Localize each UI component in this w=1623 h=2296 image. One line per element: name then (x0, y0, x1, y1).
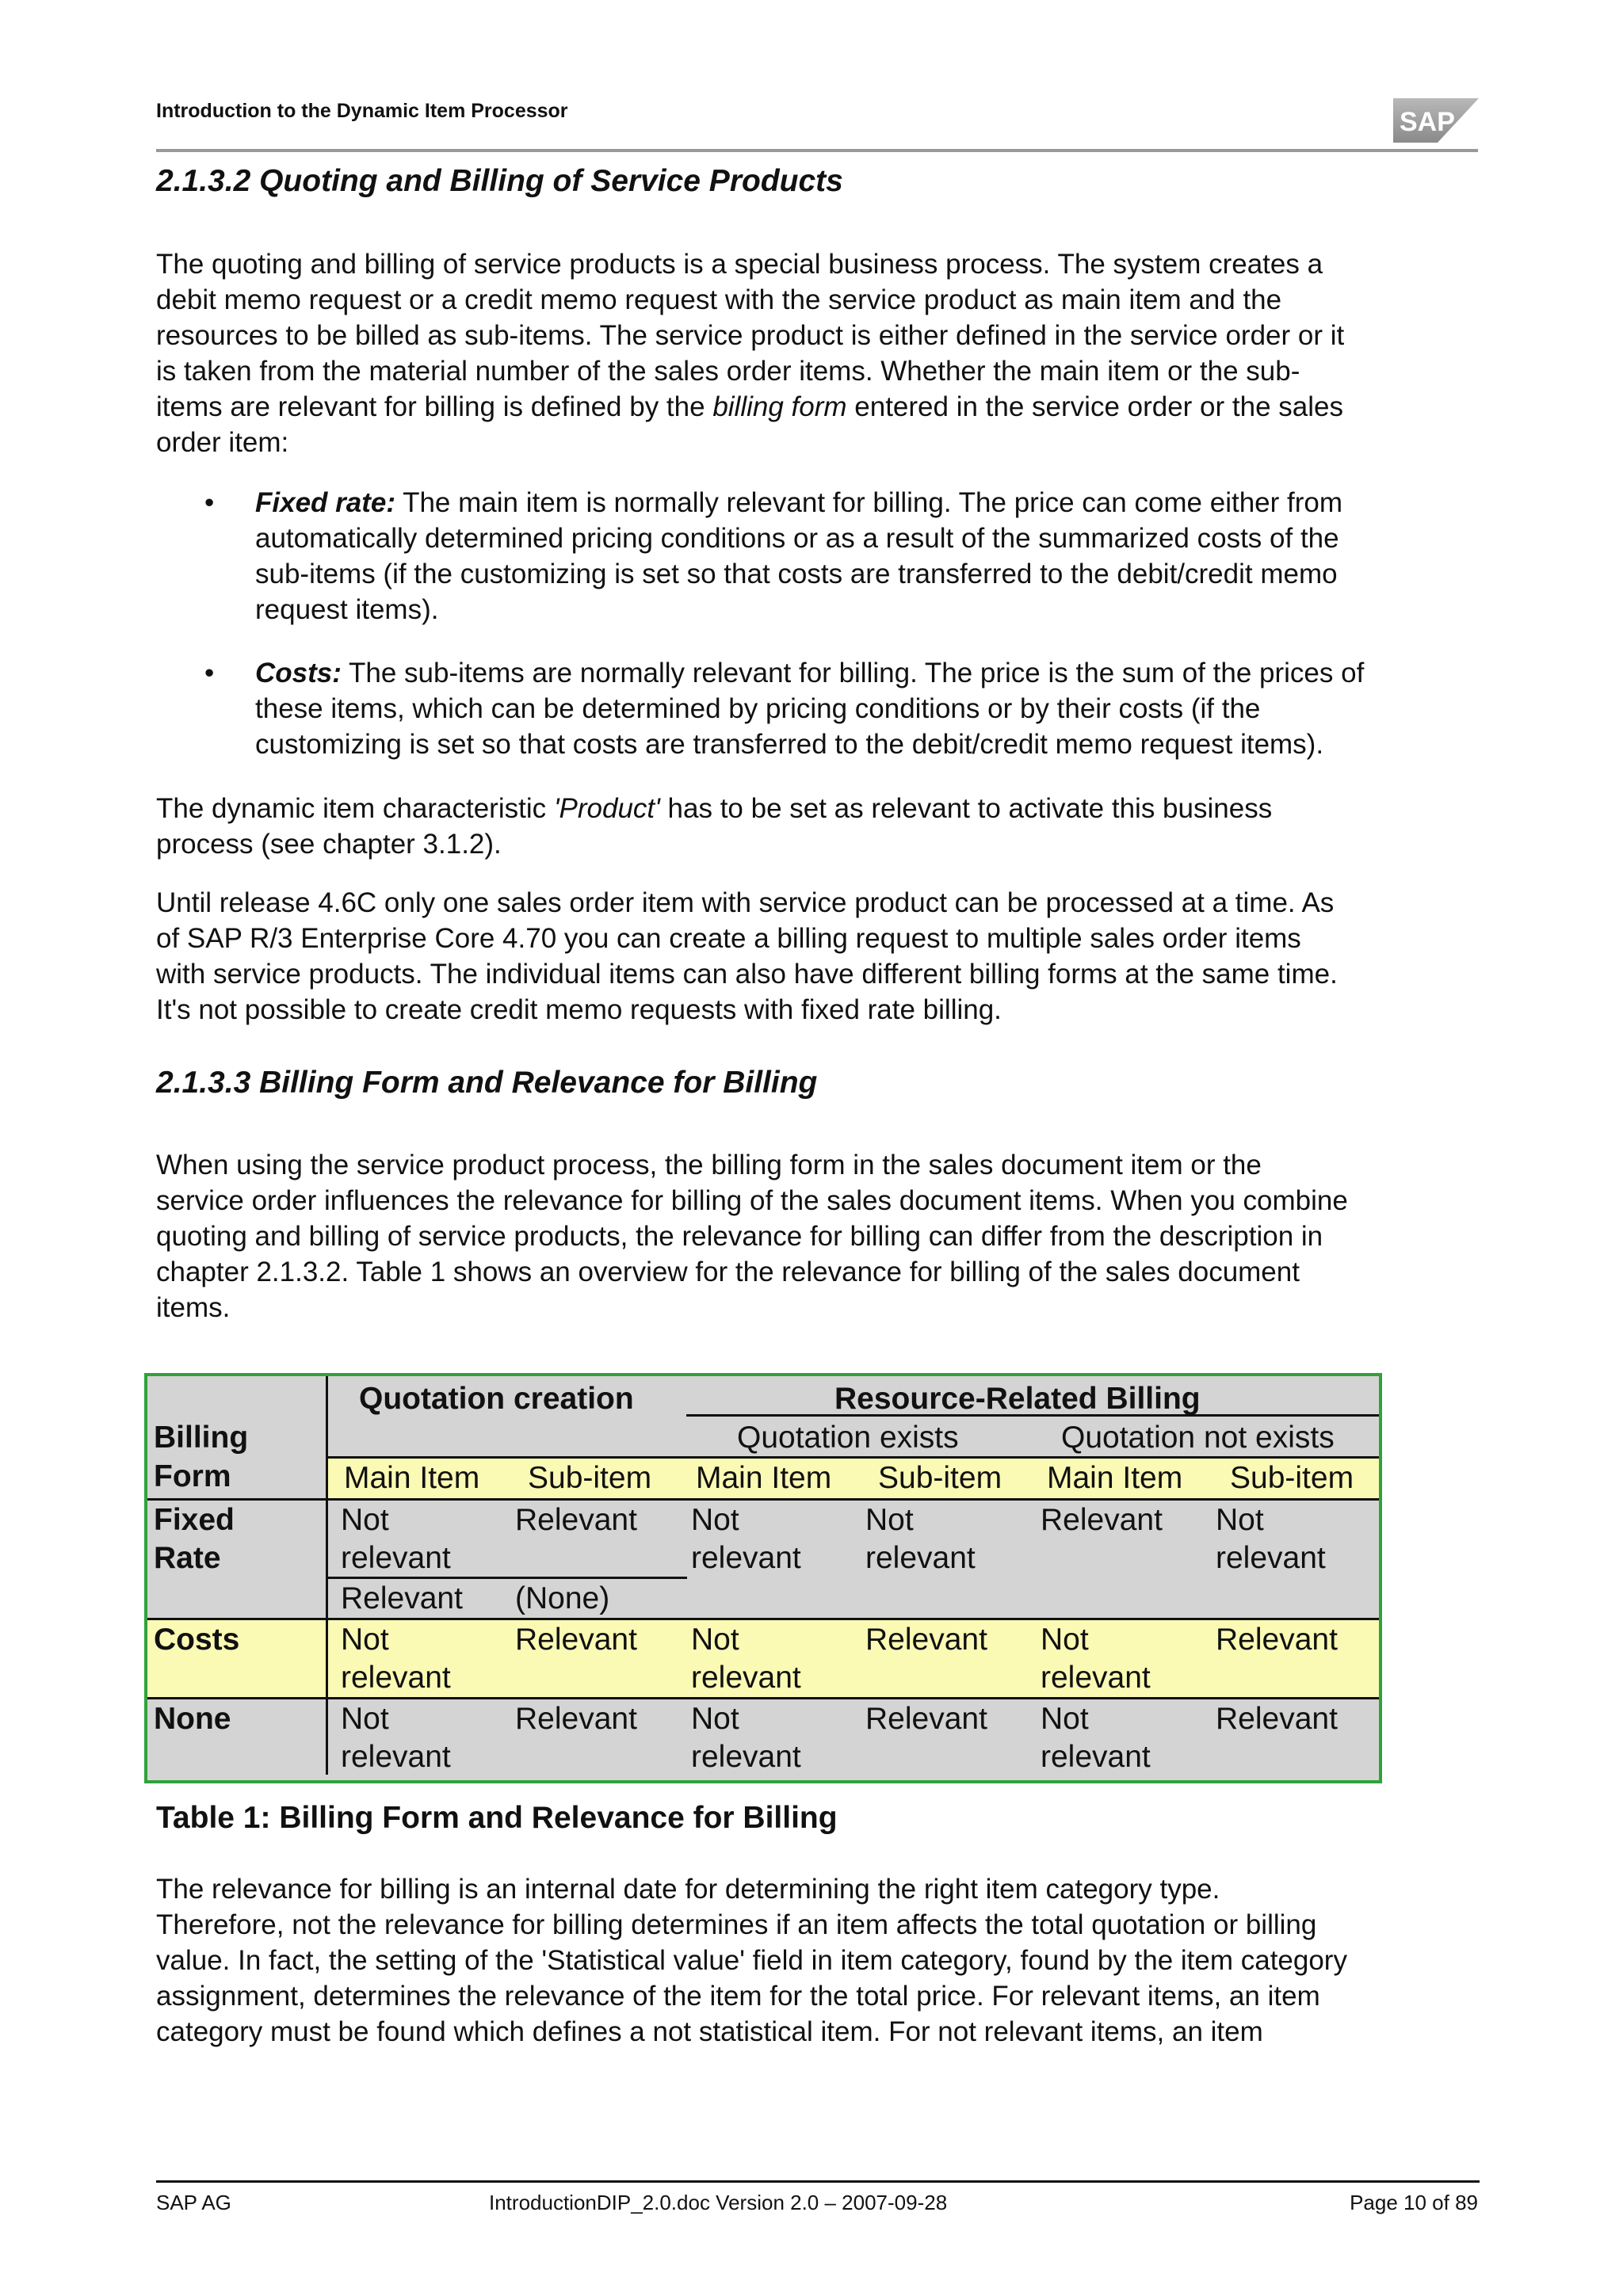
subheader-sub-item: Sub-item (1230, 1461, 1354, 1495)
header-resource-related-billing: Resource-Related Billing (834, 1382, 1201, 1416)
billing-form-term: billing form (712, 391, 847, 422)
subheader-sub-item: Sub-item (878, 1461, 1002, 1495)
cell-relevant: relevant (1216, 1541, 1326, 1575)
header-rule (156, 149, 1478, 152)
row-label-costs: Costs (154, 1623, 240, 1657)
intro-line: debit memo request or a credit memo request with the service product as main item and the (156, 284, 1282, 315)
cell-relevant: relevant (865, 1541, 976, 1575)
bullet-fixed-rate: Fixed rate: The main item is normally relevant for billing. The price can come either from automatically determined pricing conditions or as a result of the summarized costs of the sub-items (if the customizing is set so that costs are transferred to the debit/credit memo request items). (255, 487, 1343, 625)
cell-relevant: relevant (691, 1661, 801, 1695)
cell-relevant: relevant (341, 1661, 451, 1695)
header-quotation-not-exists: Quotation not exists (1061, 1421, 1335, 1455)
cell-relevant: relevant (341, 1740, 451, 1774)
sap-logo (1393, 98, 1479, 143)
cell-not: Not (865, 1503, 914, 1537)
section-heading-2133: 2.1.3.3 Billing Form and Relevance for Billing (156, 1066, 818, 1100)
header-quotation-exists: Quotation exists (737, 1421, 959, 1455)
billing-form-label: Form (154, 1459, 231, 1493)
cell-relevant: relevant (1041, 1661, 1151, 1695)
cell-relevant: Relevant (515, 1702, 637, 1736)
bullet-term: Costs: (255, 658, 342, 688)
cell-relevant: Relevant (515, 1623, 637, 1657)
intro-line: is taken from the material number of the sales order items. Whether the main item or the sub- (156, 356, 1300, 387)
intro-paragraph (156, 246, 1478, 460)
cell-not: Not (1041, 1702, 1089, 1736)
row-label-fixed-rate: Rate (154, 1541, 221, 1575)
cell-none: (None) (515, 1581, 610, 1615)
subheader-main-item: Main Item (1047, 1461, 1183, 1495)
cell-relevant: relevant (691, 1740, 801, 1774)
subheader-main-item: Main Item (344, 1461, 480, 1495)
sap-logo-text: SAP (1400, 107, 1455, 137)
cell-not: Not (691, 1503, 739, 1537)
footer-company: SAP AG (156, 2191, 231, 2214)
bullet-term: Fixed rate: (255, 487, 395, 518)
cell-not: Not (1216, 1503, 1264, 1537)
cell-relevant: Relevant (1041, 1503, 1163, 1537)
running-header-title: Introduction to the Dynamic Item Processor (156, 100, 568, 122)
subheader-band (326, 1459, 1379, 1498)
intro-line: The quoting and billing of service products is a special business process. The system creates a (156, 249, 1323, 280)
cell-relevant: relevant (691, 1541, 801, 1575)
intro-line: order item: (156, 427, 289, 458)
row-label-fixed-rate: Fixed (154, 1503, 235, 1537)
intro-line: resources to be billed as sub-items. The service product is either defined in the service order or it (156, 320, 1345, 351)
row-label-none: None (154, 1702, 231, 1736)
cell-not: Not (691, 1702, 739, 1736)
subheader-main-item: Main Item (696, 1461, 832, 1495)
cell-not: Not (341, 1503, 389, 1537)
bullet-dot: • (204, 487, 215, 518)
section-heading-2132: 2.1.3.2 Quoting and Billing of Service Products (156, 164, 843, 198)
statistical-value-paragraph: The relevance for billing is an internal date for determining the right item category type. Therefore, not the relevance for billing determines if an item affects the total quotation or billing value. In fact, the setting of the 'Statistical value' field in item category, found by the item category assignment, determines the relevance of the item for the total price. For relevant items, an item category must be found which defines a not statistical item. For not relevant items, an item (156, 1874, 1347, 2047)
cell-not: Not (341, 1702, 389, 1736)
subheader-sub-item: Sub-item (528, 1461, 652, 1495)
billing-form-label: Billing (154, 1421, 249, 1455)
cell-relevant: Relevant (865, 1623, 987, 1657)
header-quotation-creation: Quotation creation (359, 1382, 634, 1416)
characteristic-paragraph: The dynamic item characteristic 'Product' has to be set as relevant to activate this business process (see chapter 3.1.2). (156, 793, 1273, 860)
row-divider (147, 1618, 1379, 1620)
billing-form-paragraph: When using the service product process, the billing form in the sales document item or the service order influences the relevance for billing of the sales document items. When you combine quoting and billing of service products, the relevance for billing can differ from the description in chapter 2.1.3.2. Table 1 shows an overview for the relevance for billing of the sales document items. (156, 1150, 1348, 1323)
footer-document-version: IntroductionDIP_2.0.doc Version 2.0 – 2007-09-28 (489, 2191, 948, 2214)
relevance-table (144, 1373, 1382, 1783)
cell-relevant: Relevant (515, 1503, 637, 1537)
release-paragraph: Until release 4.6C only one sales order item with service product can be processed at a time. As of SAP R/3 Enterprise Core 4.70 you can create a billing request to multiple sales order items with service products. The individual items can also have different billing forms at the same time. It's not possible to create credit memo requests with fixed rate billing. (156, 887, 1338, 1025)
cell-not: Not (691, 1623, 739, 1657)
row-divider (147, 1697, 1379, 1699)
cell-not: Not (341, 1623, 389, 1657)
footer-rule (156, 2180, 1480, 2183)
cell-not: Not (1041, 1623, 1089, 1657)
footer-page-number: Page 10 of 89 (1350, 2191, 1478, 2214)
col-divider (326, 1376, 328, 1775)
cell-relevant: Relevant (1216, 1702, 1338, 1736)
table-caption: Table 1: Billing Form and Relevance for Billing (156, 1801, 838, 1835)
cell-relevant: Relevant (341, 1581, 463, 1615)
cell-relevant: Relevant (865, 1702, 987, 1736)
row-divider (147, 1498, 1379, 1501)
bullet-costs: Costs: The sub-items are normally relevant for billing. The price is the sum of the prices of these items, which can be determined by pricing conditions or by their costs (if the customizing is set so that costs are transferred to the debit/credit memo request items). (255, 658, 1365, 760)
product-term: 'Product' (553, 793, 660, 824)
intro-line-5: items are relevant for billing is defined by the billing form entered in the service order or the sales (156, 391, 1343, 422)
cell-relevant: relevant (341, 1541, 451, 1575)
bullet-dot: • (204, 658, 215, 688)
cell-relevant: Relevant (1216, 1623, 1338, 1657)
cell-relevant: relevant (1041, 1740, 1151, 1774)
